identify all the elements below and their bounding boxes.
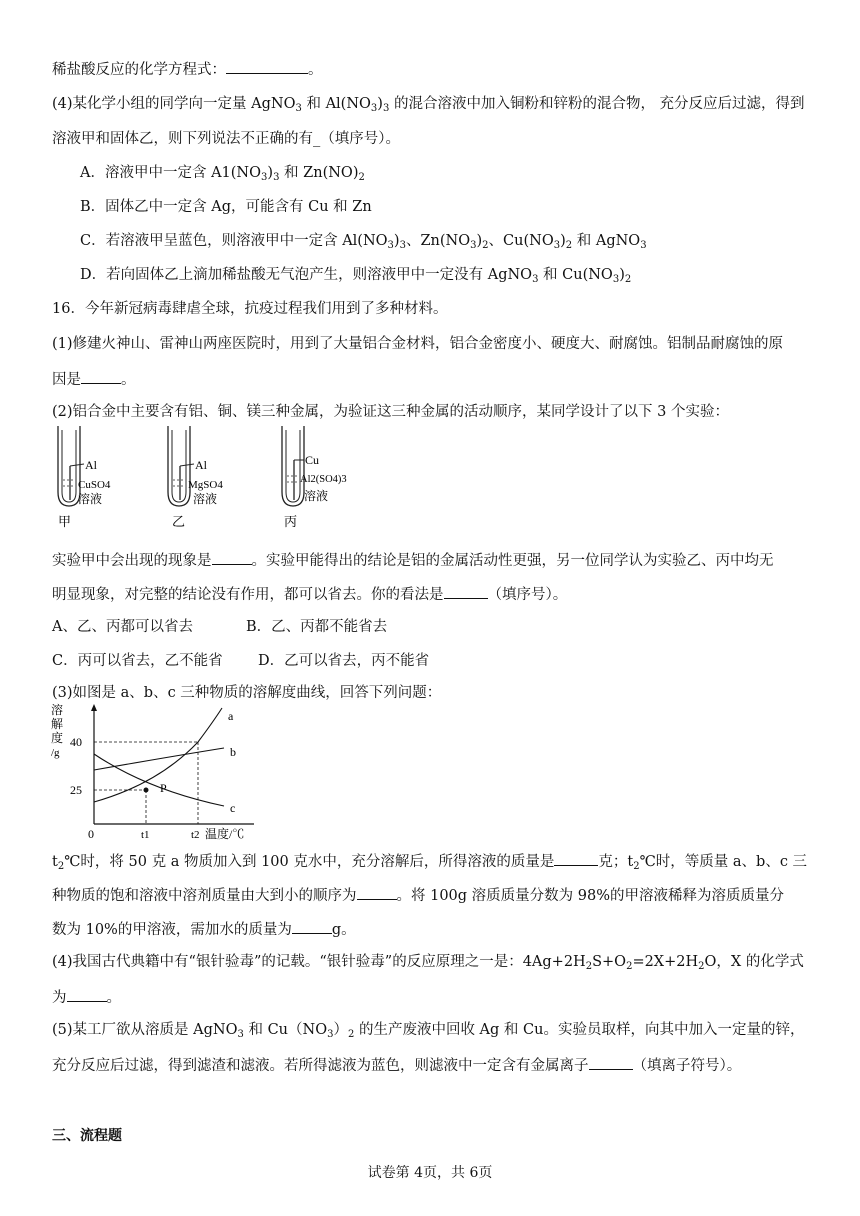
answer-blank[interactable] bbox=[357, 884, 397, 900]
test-tube-bing bbox=[282, 426, 347, 529]
answer-blank[interactable] bbox=[444, 583, 488, 599]
option-b[interactable]: B．固体乙中一定含 Ag，可能含有 Cu 和 Zn bbox=[80, 199, 372, 215]
y-tick-label: 25 bbox=[70, 783, 82, 797]
section-heading: 三、流程题 bbox=[52, 1128, 122, 1144]
answer-blank[interactable] bbox=[212, 549, 252, 565]
curve-c bbox=[94, 754, 224, 806]
curve-a bbox=[94, 708, 222, 802]
curve-label-a: a bbox=[228, 709, 234, 723]
question-4-line-2: 溶液甲和固体乙，则下列说法不正确的有_（填序号）。 bbox=[52, 131, 400, 147]
tube-label: 甲 bbox=[58, 514, 72, 529]
answer-blank[interactable] bbox=[81, 368, 121, 384]
part-5-line-2: 充分反应后过滤，得到滤渣和滤液。若所得滤液为蓝色，则滤液中一定含有金属离子 （填离子符号）。 bbox=[52, 1054, 741, 1076]
y-axis-arrow bbox=[91, 704, 97, 711]
tube-label: 丙 bbox=[284, 514, 298, 529]
test-tube-jia bbox=[58, 426, 111, 529]
curve-label-b: b bbox=[230, 745, 236, 759]
intersection-point bbox=[144, 788, 149, 793]
answer-blank[interactable] bbox=[554, 850, 598, 866]
option-b2[interactable]: B．乙、丙都不能省去 bbox=[246, 619, 388, 635]
part-1-line-2: 因是 。 bbox=[52, 368, 136, 390]
option-c2[interactable]: C．丙可以省去，乙不能省 bbox=[52, 653, 223, 669]
x-tick-label: t1 bbox=[141, 829, 150, 840]
answer-blank[interactable] bbox=[67, 986, 107, 1002]
part-4-line-2: 为 。 bbox=[52, 986, 121, 1008]
part-3-line-3: 种物质的饱和溶液中溶剂质量由大到小的顺序为 。将 100g 溶质质量分数为 98%的甲溶液稀释为溶质质量分 bbox=[52, 884, 784, 906]
x-axis-label: 温度/℃ bbox=[205, 827, 245, 840]
solubility-curve-graph bbox=[48, 702, 268, 840]
option-a[interactable]: A．溶液甲中一定含 $A1(NO_3)_3$ 和 $Zn(NO)_2$ bbox=[80, 165, 365, 183]
tube-label: 乙 bbox=[172, 514, 186, 529]
solution-label: CuSO4 bbox=[78, 479, 111, 491]
metal-label: Al bbox=[195, 458, 207, 472]
point-label: P bbox=[160, 781, 167, 795]
solution-word: 溶液 bbox=[304, 489, 329, 503]
option-d[interactable]: D．若向固体乙上滴加稀盐酸无气泡产生，则溶液甲中一定没有 AgNO$_3$ 和 $Cu(NO_3)_2$ bbox=[80, 267, 632, 285]
x-tick-label: t2 bbox=[191, 829, 200, 840]
curve-label-c: c bbox=[230, 801, 236, 815]
option-d2[interactable]: D．乙可以省去，丙不能省 bbox=[258, 653, 430, 669]
option-c[interactable]: C．若溶液甲呈蓝色，则溶液甲中一定含 $Al(NO_3)_3$、$Zn(NO_3)_2$、$Cu(NO_3)_2$ 和 AgNO$_3$ bbox=[80, 233, 647, 251]
solution-word: 溶液 bbox=[193, 492, 218, 506]
part-3-line-2: $t_2℃$时，将 50 克 a 物质加入到 100 克水中，充分溶解后，所得溶液的质量是 克；$t_2℃$时，等质量 a、b、c 三 bbox=[52, 850, 807, 872]
part-1-line-1: (1)修建火神山、雷神山两座医院时，用到了大量铝合金材料，铝合金密度小、硬度大、耐腐蚀。铝制品耐腐蚀的原 bbox=[52, 336, 784, 352]
y-axis-label-char: 度 bbox=[51, 731, 64, 745]
answer-blank[interactable] bbox=[292, 918, 332, 934]
text-line: 稀盐酸反应的化学方程式： 。 bbox=[52, 58, 323, 80]
y-axis-label-char: 溶 bbox=[51, 703, 64, 717]
metal-label: Cu bbox=[305, 453, 320, 467]
answer-blank[interactable] bbox=[589, 1054, 633, 1070]
solution-label: Al2(SO4)3 bbox=[300, 474, 347, 485]
solution-label: MgSO4 bbox=[188, 479, 223, 491]
metal-label: Al bbox=[85, 458, 97, 472]
part-2-line-1: (2)铝合金中主要含有铝、铜、镁三种金属，为验证这三种金属的活动顺序，某同学设计了以下 3 个实验： bbox=[52, 404, 729, 420]
part-2-line-2: 实验甲中会出现的现象是 。实验甲能得出的结论是铝的金属活动性更强，另一位同学认为实验乙、丙中均无 bbox=[52, 549, 774, 571]
y-axis-label-char: 解 bbox=[51, 717, 64, 731]
page-footer: 试卷第 4页，共 6页 bbox=[367, 1165, 493, 1181]
y-tick-label: 40 bbox=[70, 735, 82, 749]
test-tube-yi bbox=[168, 426, 223, 529]
x-tick-label: 0 bbox=[88, 827, 94, 840]
answer-blank[interactable] bbox=[226, 58, 308, 74]
part-4-line-1: (4)我国古代典籍中有“银针验毒”的记载。“银针验毒”的反应原理之一是：$4Ag+2H_2S+O_2=2X+2H_2O$，X 的化学式 bbox=[52, 954, 804, 972]
part-3-line-4: 数为 10%的甲溶液，需加水的质量为 g。 bbox=[52, 918, 356, 940]
curve-b bbox=[94, 748, 224, 770]
part-3-line-1: (3)如图是 a、b、c 三种物质的溶解度曲线，回答下列问题： bbox=[52, 685, 442, 701]
question-4-line-1: (4)某化学小组的同学向一定量 AgNO$_3$ 和 $Al(NO_3)_3$ 的混合溶液中加入铜粉和锌粉的混合物， 充分反应后过滤，得到 bbox=[52, 96, 805, 114]
test-tube-diagram bbox=[50, 420, 370, 535]
question-16: 16．今年新冠病毒肆虐全球，抗疫过程我们用到了多种材料。 bbox=[52, 301, 448, 317]
option-a2[interactable]: A、乙、丙都可以省去 bbox=[52, 619, 193, 635]
solution-word: 溶液 bbox=[78, 492, 103, 506]
part-2-line-3: 明显现象，对完整的结论没有作用，都可以省去。你的看法是 （填序号）。 bbox=[52, 583, 567, 605]
part-5-line-1: (5)某工厂欲从溶质是 AgNO$_3$ 和 $Cu(NO_3)_2$ 的生产废液中回收 Ag 和 Cu。实验员取样，向其中加入一定量的锌， bbox=[52, 1022, 805, 1040]
y-axis-label-char: /g bbox=[51, 747, 60, 759]
